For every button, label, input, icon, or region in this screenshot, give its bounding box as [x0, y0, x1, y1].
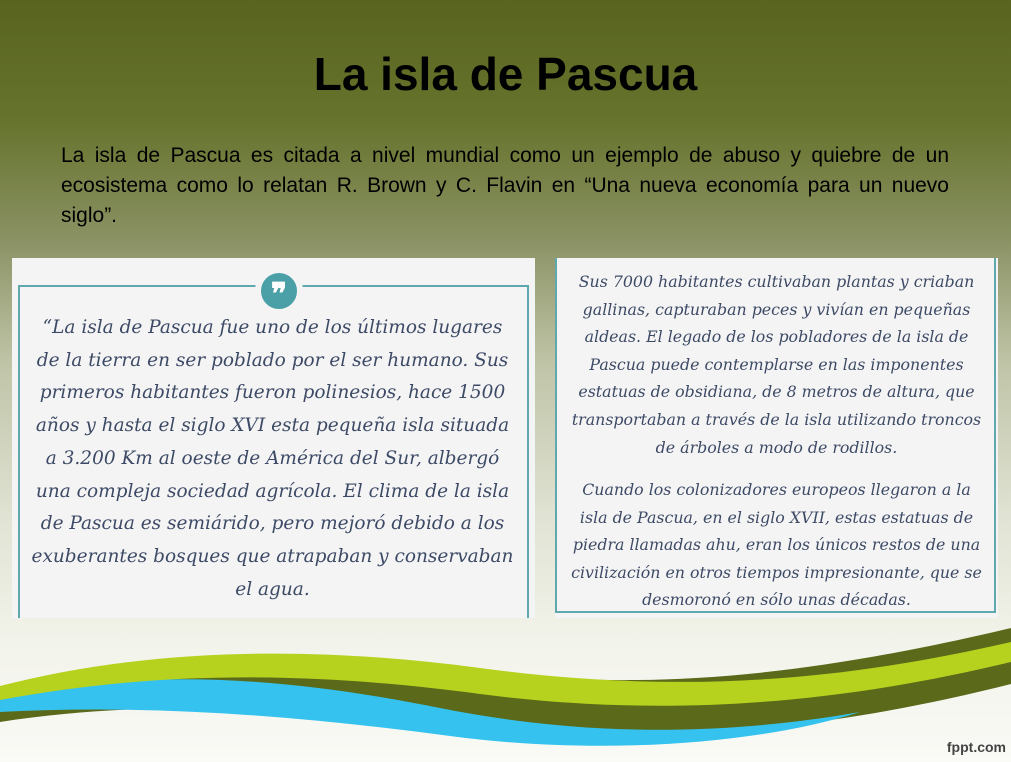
quote-text-right-1: Sus 7000 habitantes cultivaban plantas y criaban gallinas, capturaban peces y vivían en pequeñas aldeas. El legado de los pobladores de la isla de Pascua puede contemplarse en las imponentes estatuas de obsidiana, de 8 metros de altura, que transportaban a través de la isla utilizando troncos de árboles a modo de rodillos.	[571, 272, 982, 457]
decorative-swoosh	[0, 600, 1011, 762]
quote-icon: ❞	[255, 267, 303, 315]
brand-watermark: fppt.com	[946, 739, 1006, 755]
quote-text-right-2: Cuando los colonizadores europeos llegaron a la isla de Pascua, en el siglo XVII, estas estatuas de piedra llamadas ahu, eran los únicos restos de una civilización en otros tiempos impresionante, que se desmoronó en sólo unas décadas.	[571, 480, 982, 610]
quote-card-left	[12, 258, 535, 618]
quote-text-left: “La isla de Pascua fue uno de los últimos lugares de la tierra en ser poblado por el ser humano. Sus primeros habitantes fueron polinesios, hace 1500 años y hasta el siglo XVI esta pequeña isla situada a 3.200 Km al oeste de América del Sur, albergó una compleja sociedad agrícola. El clima de la isla de Pascua es semiárido, pero mejoró debido a los exuberantes bosques que atrapaban y conservaban el agua.	[31, 317, 514, 600]
quote-card-right	[555, 258, 998, 618]
slide-title: La isla de Pascua	[313, 48, 698, 100]
intro-paragraph: La isla de Pascua es citada a nivel mundial como un ejemplo de abuso y quiebre de un ecosistema como lo relatan R. Brown y C. Flavin en “Una nueva economía para un nuevo siglo”.	[61, 144, 949, 227]
